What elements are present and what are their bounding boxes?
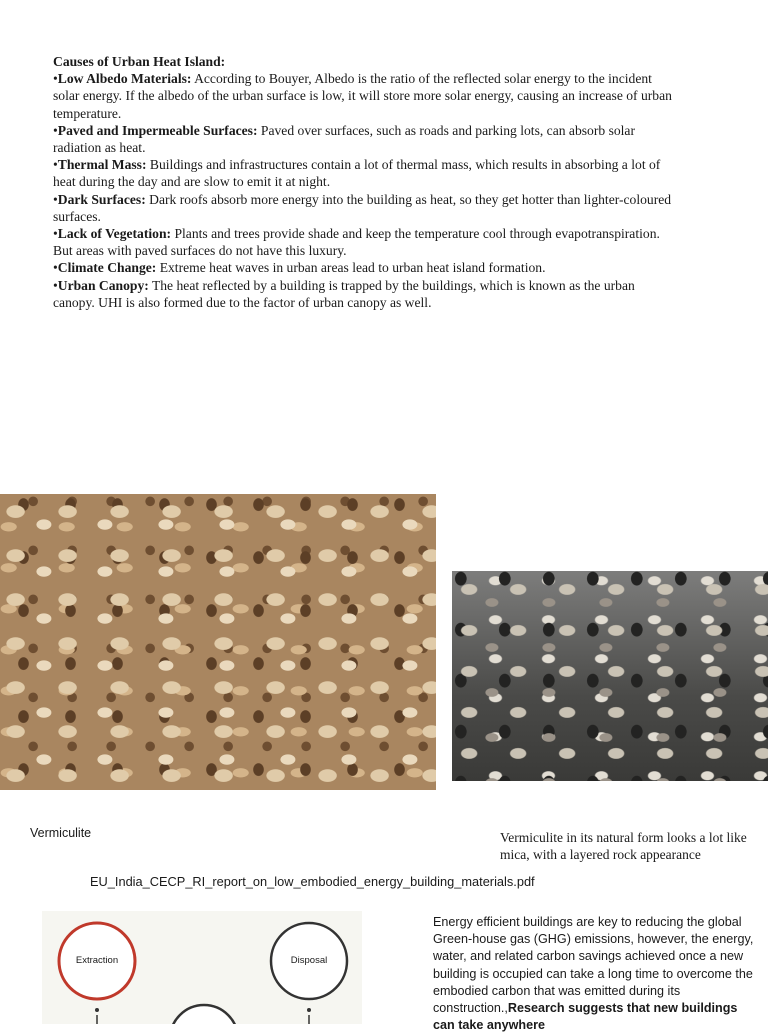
cause-term: Paved and Impermeable Surfaces: <box>57 122 258 138</box>
causes-list <box>53 70 673 311</box>
cause-description: Extreme heat waves in urban areas lead to urban heat island formation. <box>156 260 546 276</box>
natural-vermiculite-photo <box>452 571 768 781</box>
cause-item <box>53 277 673 311</box>
cause-term: Dark Surfaces: <box>57 191 146 207</box>
cause-term: Low Albedo Materials: <box>57 71 192 87</box>
energy-paragraph-bold: Research suggests that new buildings can take anywhere <box>433 1001 738 1033</box>
energy-paragraph-text: Energy efficient buildings are key to reducing the global Green-house gas (GHG) emissions, however, the energy, water, and related carbon savings achieved once a new building is occupied can take a long time to overcome the embodied carbon that was emitted during its construction. <box>433 915 754 1016</box>
vermiculite-photo <box>0 494 436 790</box>
extraction-connector-dot <box>95 1008 99 1012</box>
cause-description: Plants and trees provide shade and keep the temperature cool through evapotranspiration. But areas with paved surfaces do not have this luxury. <box>53 226 660 259</box>
cause-description: Buildings and infrastructures contain a lot of thermal mass, which results in absorbing a lot of heat during the day and are slow to emit it at night. <box>53 157 661 190</box>
cause-item <box>53 156 673 190</box>
cause-item <box>53 259 673 276</box>
cause-bullet: • <box>53 191 58 207</box>
disposal-label: Disposal <box>290 955 328 966</box>
vermiculite-label: Vermiculite <box>30 826 92 840</box>
center-node-circle <box>170 1005 238 1024</box>
cause-item <box>53 191 673 225</box>
cause-bullet: • <box>53 122 58 138</box>
disposal-connector-dot <box>307 1008 311 1012</box>
lifecycle-diagram <box>42 911 362 1024</box>
cause-item <box>53 122 673 156</box>
cause-description: Paved over surfaces, such as roads and parking lots, can absorb solar radiation as heat. <box>53 122 635 156</box>
cause-bullet: • <box>53 157 58 173</box>
energy-paragraph-marker: , <box>504 1001 508 1016</box>
cause-description: According to Bouyer, Albedo is the ratio of the reflected solar energy to the incident solar energy. If the albedo of the urban surface is low, it will store more solar energy, causing an increase of urban temperature. <box>53 71 672 121</box>
cause-term: Lack of Vegetation: <box>57 226 172 242</box>
extraction-label: Extraction <box>75 955 119 966</box>
cause-term: Climate Change: <box>57 260 157 276</box>
causes-section <box>53 53 673 311</box>
cause-term: Urban Canopy: <box>57 277 149 293</box>
vermiculite-caption: Vermiculite in its natural form looks a lot like mica, with a layered rock appearance <box>500 830 747 862</box>
lifecycle-diagram-graphic <box>42 911 362 1024</box>
cause-bullet: • <box>53 71 58 87</box>
causes-heading: Causes of Urban Heat Island: <box>53 54 226 69</box>
report-filename: EU_India_CECP_RI_report_on_low_embodied_energy_building_materials.pdf <box>90 874 535 889</box>
cause-item <box>53 225 673 259</box>
cause-description: Dark roofs absorb more energy into the building as heat, so they get hotter than lighter-coloured surfaces. <box>53 191 672 224</box>
cause-bullet: • <box>53 277 58 293</box>
cause-item <box>53 70 673 122</box>
cause-bullet: • <box>53 260 58 276</box>
cause-term: Thermal Mass: <box>57 157 147 173</box>
energy-efficiency-paragraph <box>433 914 758 1034</box>
cause-description: The heat reflected by a building is trapped by the buildings, which is known as the urban canopy. UHI is also formed due to the factor of urban canopy as well. <box>53 277 635 310</box>
cause-bullet: • <box>53 226 58 242</box>
